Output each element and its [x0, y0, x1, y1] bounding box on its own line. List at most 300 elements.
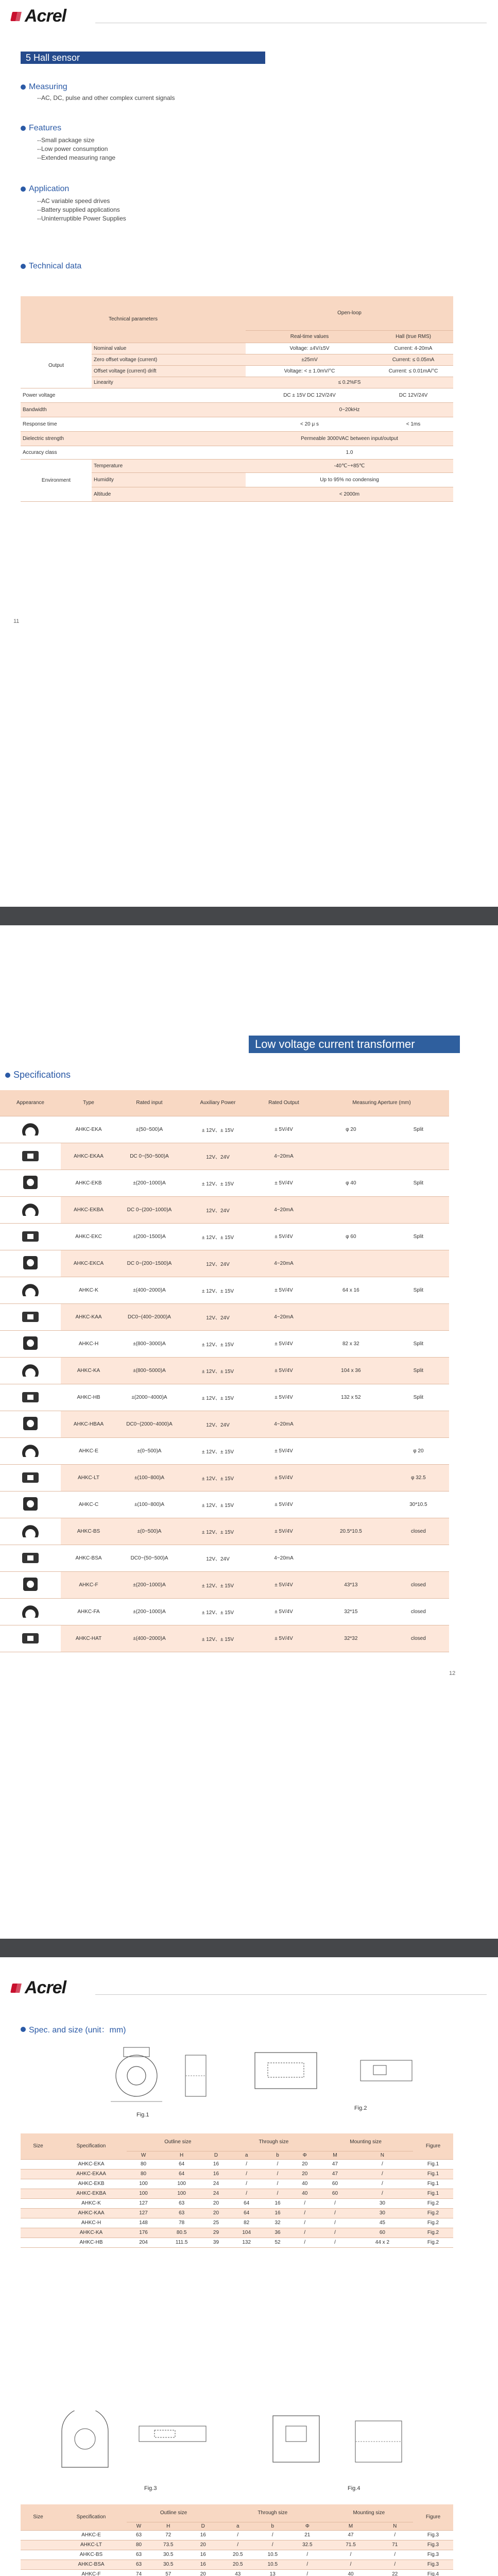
- table-cell: 64: [229, 2198, 264, 2208]
- sub-header: D: [203, 2151, 229, 2159]
- table-row: [21, 2169, 453, 2179]
- transformer-icon: [20, 1254, 41, 1272]
- bullet-icon: [5, 1073, 10, 1078]
- product-image: [0, 1625, 61, 1652]
- table-cell: [388, 1303, 449, 1330]
- spec-cell: AHKC-BSA: [56, 2560, 127, 2569]
- table-cell: 16: [186, 2560, 221, 2569]
- transformer-icon: [20, 1147, 41, 1164]
- table-cell: ±(100~800)A: [116, 1464, 182, 1491]
- table-cell: /: [255, 2530, 290, 2540]
- table-cell: 4~20mA: [253, 1143, 314, 1170]
- table-cell: 73.5: [151, 2540, 186, 2550]
- table-cell: /: [318, 2218, 352, 2228]
- table-cell: ± 5V/4V: [253, 1384, 314, 1411]
- table-cell: Split: [388, 1170, 449, 1196]
- table-cell: 20: [291, 2169, 318, 2179]
- table-cell: 52: [264, 2238, 291, 2247]
- sub-header: D: [186, 2522, 221, 2530]
- table-cell: 16: [186, 2550, 221, 2560]
- col-header: Rated input: [116, 1090, 182, 1116]
- table-cell: ± 5V/4V: [253, 1571, 314, 1598]
- param-label: Bandwidth: [21, 402, 246, 417]
- table-cell: Fig.2: [413, 2198, 453, 2208]
- fig4-drawing: [268, 2411, 443, 2478]
- table-cell: /: [291, 2198, 318, 2208]
- table-cell: ± 12V、± 15V: [182, 1625, 253, 1652]
- table-cell: [388, 1196, 449, 1223]
- type-cell: AHKC-EKA: [61, 1116, 116, 1143]
- col-header: Rated Output: [253, 1090, 314, 1116]
- table-row: [0, 1277, 449, 1303]
- table-cell: 32*32: [314, 1625, 388, 1652]
- table-cell: Fig.3: [413, 2530, 453, 2540]
- table-cell: /: [229, 2159, 264, 2169]
- table-row: [21, 2228, 453, 2238]
- table-row: [0, 1196, 449, 1223]
- table-cell: Up to 95% no condensing: [246, 472, 453, 487]
- table-cell: /: [264, 2179, 291, 2189]
- table-cell: < 20 μ s: [246, 417, 373, 431]
- sub-header: M: [318, 2151, 352, 2159]
- banner-title: Low voltage current transformer: [249, 1036, 460, 1053]
- size-cell: [21, 2198, 56, 2208]
- table-cell: 47: [325, 2530, 377, 2540]
- table-cell: ± 5V/4V: [253, 1491, 314, 1518]
- table-cell: Fig.2: [413, 2238, 453, 2247]
- col-header: Open-loop: [246, 296, 453, 330]
- table-cell: 4~20mA: [253, 1411, 314, 1437]
- type-cell: AHKC-LT: [61, 1464, 116, 1491]
- table-cell: 20: [291, 2159, 318, 2169]
- table-cell: 104: [229, 2228, 264, 2238]
- table-cell: 10.5: [255, 2550, 290, 2560]
- table-cell: Fig.1: [413, 2169, 453, 2179]
- transformer-icon: [20, 1388, 41, 1405]
- list-item: --Extended measuring range: [37, 154, 116, 161]
- table-cell: 1.0: [246, 446, 453, 459]
- type-cell: AHKC-HB: [61, 1384, 116, 1411]
- table-cell: 80: [127, 2540, 151, 2550]
- table-cell: /: [264, 2189, 291, 2198]
- transformer-icon: [20, 1575, 41, 1593]
- table-cell: /: [290, 2550, 325, 2560]
- table-row: [21, 2208, 453, 2218]
- features-heading: Features: [21, 124, 61, 133]
- table-row: [21, 2550, 453, 2560]
- col-header: Auxiliary Power: [182, 1090, 253, 1116]
- list-item: --Battery supplied applications: [37, 206, 120, 213]
- table-cell: ± 5V/4V: [253, 1437, 314, 1464]
- acrel-logo-icon: [11, 11, 22, 22]
- table-cell: ± 12V、± 15V: [182, 1116, 253, 1143]
- param-label: Accuracy class: [21, 446, 246, 459]
- param-label: Altitude: [92, 487, 246, 501]
- table-cell: 47: [318, 2159, 352, 2169]
- table-cell: ± 12V、± 15V: [182, 1170, 253, 1196]
- type-cell: AHKC-EKBA: [61, 1196, 116, 1223]
- type-cell: AHKC-KAA: [61, 1303, 116, 1330]
- table-cell: 57: [151, 2569, 186, 2576]
- table-cell: ± 12V、± 15V: [182, 1464, 253, 1491]
- table-row: [0, 1223, 449, 1250]
- size-cell: [21, 2238, 56, 2247]
- table-row: [21, 2189, 453, 2198]
- table-cell: ± 12V、± 15V: [182, 1384, 253, 1411]
- table-cell: ± 5V/4V: [253, 1170, 314, 1196]
- table-cell: 176: [127, 2228, 160, 2238]
- table-cell: 104 x 36: [314, 1357, 388, 1384]
- table-cell: /: [325, 2560, 377, 2569]
- col-header: Technical parameters: [21, 296, 246, 343]
- application-list: [37, 197, 126, 223]
- page-number: 12: [449, 1670, 456, 1676]
- table-cell: 43: [220, 2569, 255, 2576]
- col-header: Measuring Aperture (mm): [314, 1090, 449, 1116]
- list-item: --Uninterruptible Power Supplies: [37, 215, 126, 222]
- spec-cell: AHKC-HB: [56, 2238, 127, 2247]
- size-cell: [21, 2560, 56, 2569]
- table-cell: /: [377, 2530, 413, 2540]
- acrel-logo-icon: [11, 1982, 22, 1994]
- table-cell: 32*15: [314, 1598, 388, 1625]
- table-cell: 60: [318, 2179, 352, 2189]
- table-cell: ≤ 0.2%FS: [246, 377, 453, 388]
- table-cell: Split: [388, 1116, 449, 1143]
- technical-heading: Technical data: [21, 262, 81, 271]
- transformer-icon: [20, 1227, 41, 1245]
- table-cell: ±(50~500)A: [116, 1116, 182, 1143]
- type-cell: AHKC-EKC: [61, 1223, 116, 1250]
- bullet-icon: [21, 187, 26, 192]
- table-cell: 12V、24V: [182, 1196, 253, 1223]
- size-cell: [21, 2569, 56, 2576]
- type-cell: AHKC-EKCA: [61, 1250, 116, 1277]
- table-row: [0, 1491, 449, 1518]
- table-cell: 22: [377, 2569, 413, 2576]
- table-cell: 47: [318, 2169, 352, 2179]
- table-cell: /: [325, 2550, 377, 2560]
- table-cell: ±(800~5000)A: [116, 1357, 182, 1384]
- table-cell: /: [255, 2540, 290, 2550]
- table-cell: /: [318, 2228, 352, 2238]
- table-cell: DC0~(400~2000)A: [116, 1303, 182, 1330]
- type-cell: AHKC-E: [61, 1437, 116, 1464]
- specifications-heading: Specifications: [5, 1070, 71, 1080]
- table-cell: [388, 1411, 449, 1437]
- table-cell: ± 5V/4V: [253, 1357, 314, 1384]
- brand-name: Acrel: [25, 1978, 66, 1997]
- table-cell: ± 5V/4V: [253, 1464, 314, 1491]
- size-cell: [21, 2530, 56, 2540]
- table-cell: /: [291, 2218, 318, 2228]
- spec-cell: AHKC-KA: [56, 2228, 127, 2238]
- table-cell: ±(200~1000)A: [116, 1170, 182, 1196]
- table-cell: /: [291, 2208, 318, 2218]
- table-row: [21, 2179, 453, 2189]
- bullet-icon: [21, 84, 26, 90]
- table-cell: 30.5: [151, 2560, 186, 2569]
- table-cell: 127: [127, 2208, 160, 2218]
- size-cell: [21, 2228, 56, 2238]
- table-cell: Fig.4: [413, 2569, 453, 2576]
- spec-cell: AHKC-EKB: [56, 2179, 127, 2189]
- table-cell: Current: ≤ 0.05mA: [373, 354, 453, 365]
- table-cell: /: [264, 2169, 291, 2179]
- size-cell: [21, 2218, 56, 2228]
- table-cell: [388, 1545, 449, 1571]
- table-cell: 204: [127, 2238, 160, 2247]
- table-cell: 40: [291, 2179, 318, 2189]
- group-label: Environment: [21, 459, 92, 501]
- table-cell: 60: [352, 2228, 413, 2238]
- table-cell: Fig.2: [413, 2228, 453, 2238]
- table-cell: 40: [325, 2569, 377, 2576]
- table-row: [21, 2540, 453, 2550]
- fig2-label: Fig.2: [354, 2105, 367, 2111]
- table-cell: ± 12V、± 15V: [182, 1330, 253, 1357]
- table-cell: /: [318, 2208, 352, 2218]
- table-cell: DC0~(50~500)A: [116, 1545, 182, 1571]
- table-cell: 36: [264, 2228, 291, 2238]
- transformer-icon: [20, 1308, 41, 1325]
- transformer-icon: [20, 1334, 41, 1352]
- measuring-list: [37, 94, 175, 103]
- transformer-icon: [20, 1549, 41, 1566]
- section-title-bar: 5 Hall sensor: [21, 52, 265, 64]
- col-header: Size: [21, 2133, 56, 2159]
- table-row: [0, 1330, 449, 1357]
- product-image: [0, 1545, 61, 1571]
- size-table-1: [21, 2133, 453, 2248]
- measuring-heading: Measuring: [21, 82, 67, 92]
- type-cell: AHKC-H: [61, 1330, 116, 1357]
- table-cell: φ 32.5: [388, 1464, 449, 1491]
- table-cell: /: [229, 2169, 264, 2179]
- table-cell: ± 12V、± 15V: [182, 1357, 253, 1384]
- col-header: Size: [21, 2504, 56, 2530]
- table-cell: [314, 1143, 388, 1170]
- table-cell: ± 5V/4V: [253, 1518, 314, 1545]
- table-cell: 71.5: [325, 2540, 377, 2550]
- table-cell: 20: [186, 2569, 221, 2576]
- table-cell: /: [264, 2159, 291, 2169]
- list-item: --AC variable speed drives: [37, 197, 110, 205]
- col-header: Mounting size: [325, 2504, 413, 2522]
- spec-cell: AHKC-LT: [56, 2540, 127, 2550]
- param-label: Nominal value: [92, 343, 246, 354]
- table-cell: ± 5V/4V: [253, 1598, 314, 1625]
- table-row: [0, 1384, 449, 1411]
- table-cell: Split: [388, 1277, 449, 1303]
- col-header: Through size: [229, 2133, 319, 2151]
- size-table-2: [21, 2504, 453, 2576]
- table-row: [0, 1625, 449, 1652]
- param-label: Temperature: [92, 459, 246, 472]
- table-cell: /: [291, 2228, 318, 2238]
- product-image: [0, 1223, 61, 1250]
- table-cell: /: [290, 2560, 325, 2569]
- table-cell: 80: [127, 2169, 160, 2179]
- table-cell: [314, 1250, 388, 1277]
- product-image: [0, 1411, 61, 1437]
- product-image: [0, 1491, 61, 1518]
- table-cell: 40: [291, 2189, 318, 2198]
- table-row: [21, 2569, 453, 2576]
- table-cell: /: [229, 2179, 264, 2189]
- spec-cell: AHKC-BS: [56, 2550, 127, 2560]
- transformer-icon: [20, 1174, 41, 1191]
- sub-header: H: [160, 2151, 203, 2159]
- product-image: [0, 1437, 61, 1464]
- param-label: Dielectric strength: [21, 431, 246, 446]
- product-image: [0, 1357, 61, 1384]
- table-cell: ± 12V、± 15V: [182, 1518, 253, 1545]
- table-cell: DC ± 15V DC 12V/24V: [246, 388, 373, 402]
- table-row: [0, 1437, 449, 1464]
- table-cell: [314, 1491, 388, 1518]
- product-image: [0, 1116, 61, 1143]
- col-header: Hall (true RMS): [373, 330, 453, 343]
- sub-header: H: [151, 2522, 186, 2530]
- table-cell: 16: [264, 2208, 291, 2218]
- table-cell: 100: [160, 2189, 203, 2198]
- table-cell: ±(0~500)A: [116, 1518, 182, 1545]
- transformer-icon: [20, 1120, 41, 1138]
- param-label: Humidity: [92, 472, 246, 487]
- col-header: Specification: [56, 2133, 127, 2159]
- transformer-icon: [20, 1495, 41, 1513]
- table-row: [0, 1170, 449, 1196]
- sub-header: M: [325, 2522, 377, 2530]
- page-12: [0, 925, 498, 1939]
- type-cell: AHKC-C: [61, 1491, 116, 1518]
- table-row: [0, 1303, 449, 1330]
- transformer-icon: [20, 1361, 41, 1379]
- table-cell: 24: [203, 2189, 229, 2198]
- spec-cell: AHKC-K: [56, 2198, 127, 2208]
- param-label: Response time: [21, 417, 246, 431]
- table-cell: φ 20: [314, 1116, 388, 1143]
- table-cell: 63: [127, 2560, 151, 2569]
- table-cell: Fig.2: [413, 2218, 453, 2228]
- table-cell: 63: [160, 2198, 203, 2208]
- table-cell: 16: [203, 2159, 229, 2169]
- table-cell: 24: [203, 2179, 229, 2189]
- col-header: Mounting size: [318, 2133, 413, 2151]
- table-cell: /: [220, 2540, 255, 2550]
- table-cell: 20: [203, 2198, 229, 2208]
- table-row: [21, 2218, 453, 2228]
- table-cell: < 2000m: [246, 487, 453, 501]
- table-cell: ±(800~3000)A: [116, 1330, 182, 1357]
- table-row: [0, 1357, 449, 1384]
- table-cell: /: [377, 2560, 413, 2569]
- table-cell: 148: [127, 2218, 160, 2228]
- table-cell: 100: [127, 2189, 160, 2198]
- table-cell: 60: [318, 2189, 352, 2198]
- table-cell: Split: [388, 1223, 449, 1250]
- product-image: [0, 1384, 61, 1411]
- table-cell: 63: [127, 2550, 151, 2560]
- table-cell: /: [220, 2530, 255, 2540]
- table-cell: Split: [388, 1330, 449, 1357]
- specifications-table: [0, 1090, 449, 1652]
- table-cell: 16: [264, 2198, 291, 2208]
- product-image: [0, 1571, 61, 1598]
- table-cell: closed: [388, 1518, 449, 1545]
- type-cell: AHKC-F: [61, 1571, 116, 1598]
- table-cell: 80: [127, 2159, 160, 2169]
- table-cell: Fig.3: [413, 2560, 453, 2569]
- page-11: [0, 0, 498, 907]
- transformer-icon: [20, 1522, 41, 1539]
- spec-cell: AHKC-EKBA: [56, 2189, 127, 2198]
- table-cell: 43*13: [314, 1571, 388, 1598]
- table-row: [0, 1143, 449, 1170]
- table-cell: [314, 1464, 388, 1491]
- table-cell: ± 12V、± 15V: [182, 1223, 253, 1250]
- transformer-icon: [20, 1602, 41, 1620]
- table-cell: 82 x 32: [314, 1330, 388, 1357]
- table-cell: 30*10.5: [388, 1491, 449, 1518]
- type-cell: AHKC-KA: [61, 1357, 116, 1384]
- table-row: [0, 1464, 449, 1491]
- table-cell: Fig.3: [413, 2550, 453, 2560]
- table-cell: 32: [264, 2218, 291, 2228]
- table-row: [21, 2159, 453, 2169]
- table-cell: 80.5: [160, 2228, 203, 2238]
- table-row: [0, 1518, 449, 1545]
- table-cell: Fig.1: [413, 2179, 453, 2189]
- table-cell: /: [318, 2198, 352, 2208]
- table-row: [21, 2530, 453, 2540]
- sub-header: Φ: [290, 2522, 325, 2530]
- table-cell: ± 12V、± 15V: [182, 1571, 253, 1598]
- type-cell: AHKC-BSA: [61, 1545, 116, 1571]
- table-cell: 64 x 16: [314, 1277, 388, 1303]
- sub-header: b: [255, 2522, 290, 2530]
- table-cell: 72: [151, 2530, 186, 2540]
- fig1-label: Fig.1: [136, 2112, 149, 2118]
- table-cell: 132 x 52: [314, 1384, 388, 1411]
- table-cell: Fig.1: [413, 2189, 453, 2198]
- table-cell: 78: [160, 2218, 203, 2228]
- table-cell: 30: [352, 2198, 413, 2208]
- page-separator: [0, 1939, 498, 1957]
- param-label: Offset voltage (current) drift: [92, 365, 246, 377]
- table-cell: 30.5: [151, 2550, 186, 2560]
- table-cell: 20: [186, 2540, 221, 2550]
- table-cell: φ 40: [314, 1170, 388, 1196]
- table-cell: ± 5V/4V: [253, 1223, 314, 1250]
- table-cell: φ 60: [314, 1223, 388, 1250]
- table-cell: 44 x 2: [352, 2238, 413, 2247]
- table-cell: /: [377, 2550, 413, 2560]
- header-divider: [95, 1994, 487, 1995]
- table-cell: ±(200~1000)A: [116, 1571, 182, 1598]
- table-cell: DC 0~(200~1000)A: [116, 1196, 182, 1223]
- col-header: Outline size: [127, 2504, 220, 2522]
- table-cell: DC 12V/24V: [373, 388, 453, 402]
- table-cell: Current: 4-20mA: [373, 343, 453, 354]
- table-cell: 29: [203, 2228, 229, 2238]
- table-cell: 30: [352, 2208, 413, 2218]
- table-cell: /: [290, 2569, 325, 2576]
- table-cell: ± 12V、± 15V: [182, 1277, 253, 1303]
- table-cell: ±(2000~4000)A: [116, 1384, 182, 1411]
- application-heading: Application: [21, 184, 69, 194]
